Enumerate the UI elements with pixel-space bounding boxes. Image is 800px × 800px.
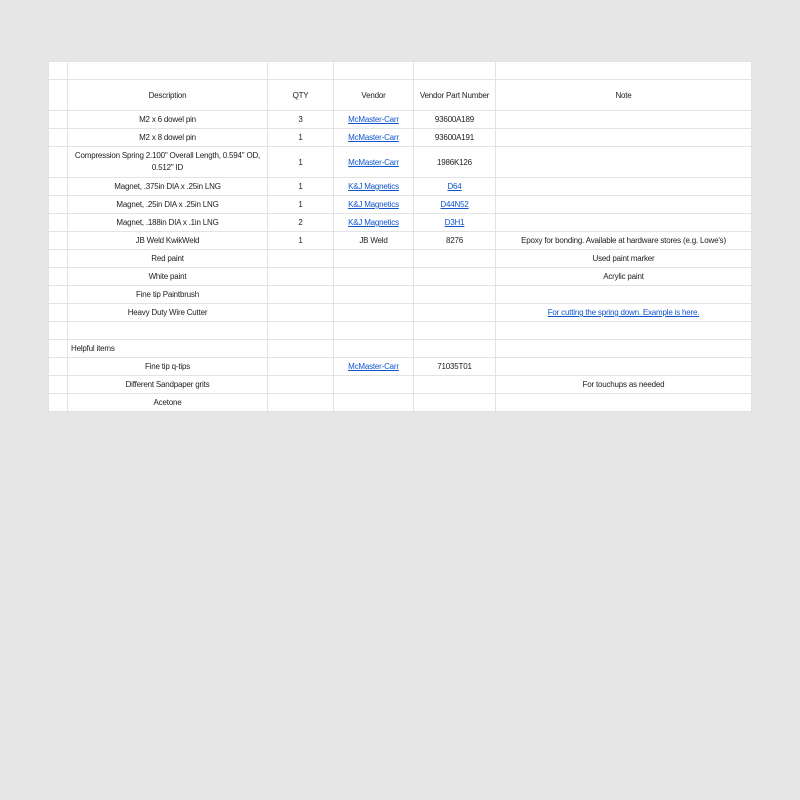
vendor-cell[interactable] (334, 147, 414, 178)
row-header-cell (49, 129, 68, 147)
note-cell[interactable] (496, 111, 752, 129)
part-number-link[interactable]: D64 (447, 182, 462, 191)
row-header-cell (49, 268, 68, 286)
note-cell[interactable]: Acrylic paint (496, 268, 752, 286)
row-header-cell (49, 232, 68, 250)
table-row (49, 111, 752, 129)
cell[interactable] (268, 62, 334, 80)
vendor-link[interactable]: McMaster-Carr (348, 157, 399, 167)
cell[interactable] (334, 340, 414, 358)
table-row (49, 214, 752, 232)
empty-row (49, 62, 752, 80)
column-header-note[interactable]: Note (496, 80, 752, 111)
row-header-cell (49, 214, 68, 232)
table-row (49, 268, 752, 286)
description-cell[interactable]: Magnet, .25in DIA x .25in LNG (68, 196, 268, 214)
vendor-cell[interactable] (334, 376, 414, 394)
qty-cell[interactable]: 3 (268, 111, 334, 129)
row-header-cell (49, 376, 68, 394)
description-cell[interactable]: Fine tip Paintbrush (68, 286, 268, 304)
note-cell[interactable] (496, 214, 752, 232)
description-cell[interactable]: Red paint (68, 250, 268, 268)
column-header-qty[interactable]: QTY (268, 80, 334, 111)
note-cell[interactable] (496, 129, 752, 147)
row-header-cell (49, 322, 68, 340)
part-number-cell[interactable] (414, 286, 496, 304)
vendor-cell[interactable] (334, 286, 414, 304)
vendor-cell[interactable] (334, 304, 414, 322)
qty-cell[interactable]: 1 (268, 232, 334, 250)
part-number-cell[interactable]: 8276 (414, 232, 496, 250)
vendor-cell[interactable] (334, 250, 414, 268)
description-cell[interactable]: Magnet, .188in DIA x .1in LNG (68, 214, 268, 232)
table-row (49, 196, 752, 214)
cell[interactable] (68, 62, 268, 80)
table-row (49, 376, 752, 394)
row-header-cell (49, 286, 68, 304)
row-header-cell (49, 62, 68, 80)
cell[interactable] (496, 322, 752, 340)
qty-cell[interactable]: 1 (268, 129, 334, 147)
part-number-cell[interactable] (414, 268, 496, 286)
description-cell[interactable]: Different Sandpaper grits (68, 376, 268, 394)
cell[interactable] (268, 322, 334, 340)
part-number-cell[interactable] (414, 376, 496, 394)
cell[interactable] (268, 340, 334, 358)
qty-cell[interactable] (268, 304, 334, 322)
vendor-cell[interactable] (334, 196, 414, 214)
description-cell[interactable]: Compression Spring 2.100" Overall Length, 0.594" OD, 0.512" ID (68, 147, 268, 178)
bill-of-materials-table (48, 61, 752, 412)
vendor-link[interactable]: McMaster-Carr (348, 133, 399, 142)
empty-row (49, 322, 752, 340)
table-row (49, 304, 752, 322)
table-row (49, 286, 752, 304)
vendor-link[interactable]: McMaster-Carr (348, 115, 399, 124)
vendor-link[interactable]: K&J Magnetics (348, 182, 399, 191)
qty-cell[interactable]: 1 (268, 178, 334, 196)
spreadsheet (48, 61, 751, 412)
vendor-cell[interactable]: JB Weld (334, 232, 414, 250)
row-header-cell (49, 147, 68, 178)
description-cell[interactable]: M2 x 6 dowel pin (68, 111, 268, 129)
vendor-cell[interactable] (334, 268, 414, 286)
part-number-cell[interactable]: 1986K126 (414, 147, 496, 178)
cell[interactable] (496, 62, 752, 80)
qty-cell[interactable] (268, 250, 334, 268)
description-cell[interactable]: M2 x 8 dowel pin (68, 129, 268, 147)
table-row (49, 232, 752, 250)
row-header-cell (49, 196, 68, 214)
note-cell[interactable] (496, 286, 752, 304)
description-cell[interactable]: Acetone (68, 394, 268, 412)
row-header-cell (49, 111, 68, 129)
part-number-cell[interactable] (414, 178, 496, 196)
vendor-cell[interactable] (334, 129, 414, 147)
note-link[interactable]: For cutting the spring down. Example is here. (547, 308, 700, 317)
part-number-cell[interactable]: 93600A189 (414, 111, 496, 129)
row-header-cell (49, 340, 68, 358)
qty-cell[interactable]: 1 (268, 147, 334, 178)
part-number-cell[interactable] (414, 304, 496, 322)
part-number-cell[interactable]: 93600A191 (414, 129, 496, 147)
section-title[interactable]: Helpful items (68, 340, 268, 358)
note-cell[interactable]: Epoxy for bonding. Available at hardware stores (e.g. Lowe's) (496, 232, 752, 250)
column-header-part-number[interactable]: Vendor Part Number (414, 80, 496, 111)
vendor-link[interactable]: McMaster-Carr (348, 362, 399, 371)
row-header-cell (49, 394, 68, 412)
part-number-cell[interactable] (414, 250, 496, 268)
qty-cell[interactable] (268, 394, 334, 412)
table-row (49, 250, 752, 268)
description-cell[interactable]: Heavy Duty Wire Cutter (68, 304, 268, 322)
vendor-cell[interactable] (334, 358, 414, 376)
row-header-cell (49, 178, 68, 196)
table-row (49, 147, 752, 178)
cell[interactable] (414, 322, 496, 340)
column-header-description[interactable]: Description (68, 80, 268, 111)
part-number-cell[interactable] (414, 196, 496, 214)
cell[interactable] (496, 340, 752, 358)
row-header-cell (49, 250, 68, 268)
qty-cell[interactable] (268, 268, 334, 286)
table-row (49, 394, 752, 412)
description-cell[interactable]: JB Weld KwikWeld (68, 232, 268, 250)
table-row (49, 129, 752, 147)
vendor-link[interactable]: K&J Magnetics (348, 200, 399, 209)
note-cell[interactable]: For touchups as needed (496, 376, 752, 394)
part-number-link[interactable]: D3H1 (444, 218, 465, 227)
qty-cell[interactable]: 2 (268, 214, 334, 232)
cell[interactable] (414, 62, 496, 80)
description-cell[interactable]: White paint (68, 268, 268, 286)
row-header-cell (49, 358, 68, 376)
part-number-cell[interactable] (414, 214, 496, 232)
note-cell[interactable] (496, 358, 752, 376)
description-cell[interactable]: Magnet, .375in DIA x .25in LNG (68, 178, 268, 196)
note-cell[interactable] (496, 178, 752, 196)
note-cell[interactable]: Used paint marker (496, 250, 752, 268)
vendor-cell[interactable] (334, 178, 414, 196)
column-header-vendor[interactable]: Vendor (334, 80, 414, 111)
vendor-link[interactable]: K&J Magnetics (348, 218, 399, 227)
row-header-cell (49, 304, 68, 322)
note-cell[interactable] (496, 147, 752, 178)
vendor-cell[interactable] (334, 111, 414, 129)
vendor-cell[interactable] (334, 394, 414, 412)
cell[interactable] (68, 322, 268, 340)
row-header-cell (49, 80, 68, 111)
note-cell[interactable] (496, 196, 752, 214)
qty-cell[interactable] (268, 376, 334, 394)
description-cell[interactable]: Fine tip q-tips (68, 358, 268, 376)
note-cell[interactable] (496, 394, 752, 412)
cell[interactable] (334, 62, 414, 80)
header-row (49, 80, 752, 111)
part-number-cell[interactable]: 71035T01 (414, 358, 496, 376)
table-row (49, 358, 752, 376)
qty-cell[interactable]: 1 (268, 196, 334, 214)
note-cell[interactable] (496, 304, 752, 322)
table-row (49, 178, 752, 196)
qty-cell[interactable] (268, 358, 334, 376)
qty-cell[interactable] (268, 286, 334, 304)
part-number-link[interactable]: D44N52 (440, 200, 469, 209)
section-row (49, 340, 752, 358)
cell[interactable] (334, 322, 414, 340)
cell[interactable] (414, 340, 496, 358)
part-number-cell[interactable] (414, 394, 496, 412)
vendor-cell[interactable] (334, 214, 414, 232)
